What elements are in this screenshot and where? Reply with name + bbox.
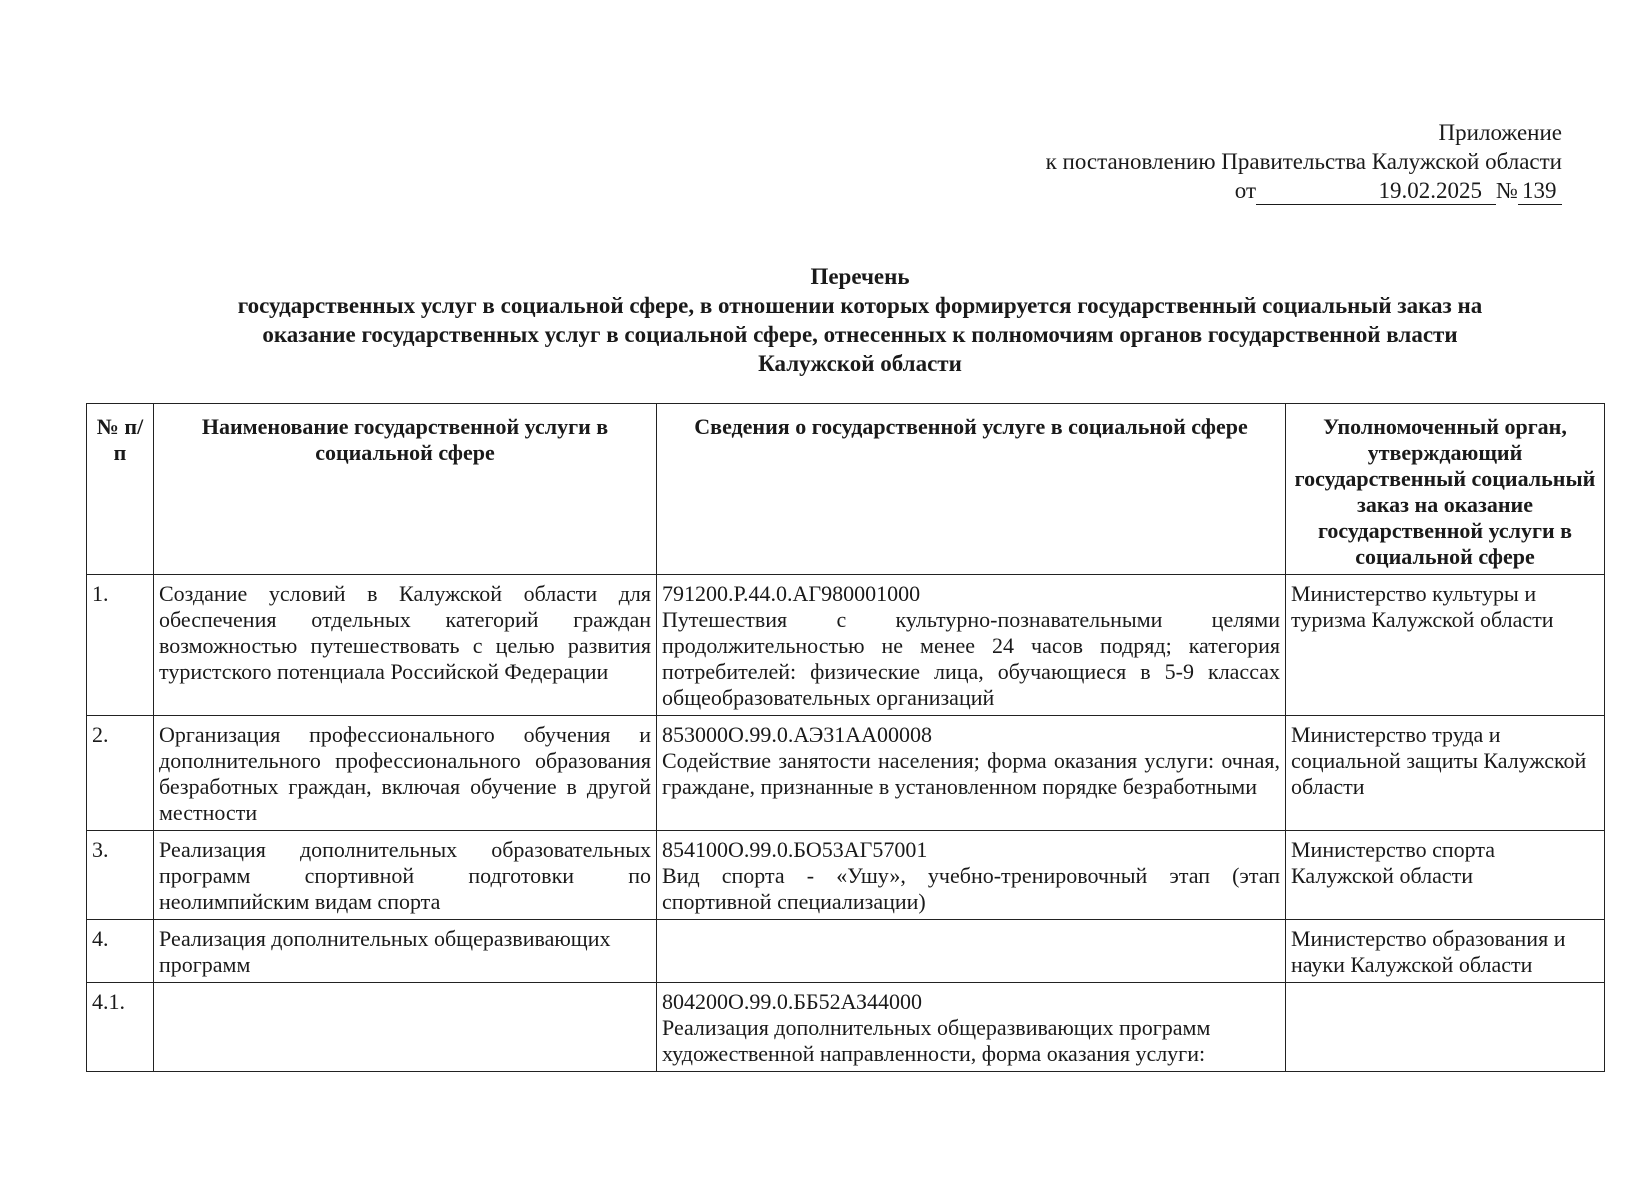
services-table xyxy=(86,403,1605,1072)
table-row xyxy=(87,575,1605,716)
row-num: 4. xyxy=(87,920,154,983)
row-service-info xyxy=(657,920,1286,983)
appendix-header xyxy=(1046,118,1562,205)
service-description: Вид спорта - «Ушу», учебно-тренировочный этап (этап спортивной специализации) xyxy=(662,863,1280,914)
appendix-decree: к постановлению Правительства Калужской области xyxy=(1045,149,1562,174)
service-code: 804200О.99.0.ББ52АЗ44000 xyxy=(662,989,923,1014)
row-service-info xyxy=(657,831,1286,920)
service-code: 791200.Р.44.0.АГ980001000 xyxy=(662,581,921,606)
header-name: Наименование государственной услуги в социальной сфере xyxy=(154,404,657,575)
row-service-name: Реализация дополнительных образовательных программ спортивной подготовки по неолимпийским видам спорта xyxy=(154,831,657,920)
appendix-date-line xyxy=(1046,176,1562,205)
service-description: Реализация дополнительных общеразвивающих программ художественной направленности, форма оказания услуги: xyxy=(662,1015,1211,1066)
header-num: № п/п xyxy=(87,404,154,575)
header-info: Сведения о государственной услуге в социальной сфере xyxy=(657,404,1286,575)
row-service-name: Создание условий в Калужской области для обеспечения отдельных категорий граждан возможностью путешествовать с целью развития туристского потенциала Российской Федерации xyxy=(154,575,657,716)
decree-date: 19.02.2025 xyxy=(1256,178,1496,205)
decree-number: 139 xyxy=(1518,178,1562,205)
row-service-info xyxy=(657,716,1286,831)
row-service-info xyxy=(657,575,1286,716)
number-label: № xyxy=(1496,178,1518,203)
header-authority: Уполномоченный орган, утверждающий государственный социальный заказ на оказание государственной услуги в социальной сфере xyxy=(1286,404,1605,575)
row-authority: Министерство спорта Калужской области xyxy=(1286,831,1605,920)
service-description: Содействие занятости населения; форма оказания услуги: очная, граждане, признанные в установленном порядке безработными xyxy=(662,748,1280,799)
row-service-name xyxy=(154,983,657,1072)
table-header-row xyxy=(87,404,1605,575)
row-service-info xyxy=(657,983,1286,1072)
row-service-name: Организация профессионального обучения и дополнительного профессионального образования безработных граждан, включая обучение в другой местности xyxy=(154,716,657,831)
row-num: 2. xyxy=(87,716,154,831)
row-num: 4.1. xyxy=(87,983,154,1072)
row-authority xyxy=(1286,983,1605,1072)
title-line-4: Калужской области xyxy=(758,351,962,376)
service-code: 854100О.99.0.БО53АГ57001 xyxy=(662,837,928,862)
row-authority: Министерство культуры и туризма Калужской области xyxy=(1286,575,1605,716)
title-line-3: оказание государственных услуг в социальной сфере, отнесенных к полномочиям органов государственной власти xyxy=(262,322,1458,347)
title-line-2: государственных услуг в социальной сфере, в отношении которых формируется государственный социальный заказ на xyxy=(237,293,1483,318)
row-authority: Министерство образования и науки Калужской области xyxy=(1286,920,1605,983)
table-row xyxy=(87,920,1605,983)
row-service-name: Реализация дополнительных общеразвивающих программ xyxy=(154,920,657,983)
service-description: Путешествия с культурно-познавательными целями продолжительностью не менее 24 часов подряд; категория потребителей: физические лица, обучающиеся в 5-9 классах общеобразовательных организаций xyxy=(662,607,1280,710)
from-label: от xyxy=(1234,178,1257,203)
row-num: 3. xyxy=(87,831,154,920)
appendix-label: Приложение xyxy=(1438,120,1562,145)
title-line-1: Перечень xyxy=(810,264,910,289)
service-code: 853000О.99.0.АЭ31АА00008 xyxy=(662,722,933,747)
row-num: 1. xyxy=(87,575,154,716)
table-row xyxy=(87,716,1605,831)
table-row xyxy=(87,983,1605,1072)
table-row xyxy=(87,831,1605,920)
document-title xyxy=(150,262,1570,378)
row-authority: Министерство труда и социальной защиты Калужской области xyxy=(1286,716,1605,831)
